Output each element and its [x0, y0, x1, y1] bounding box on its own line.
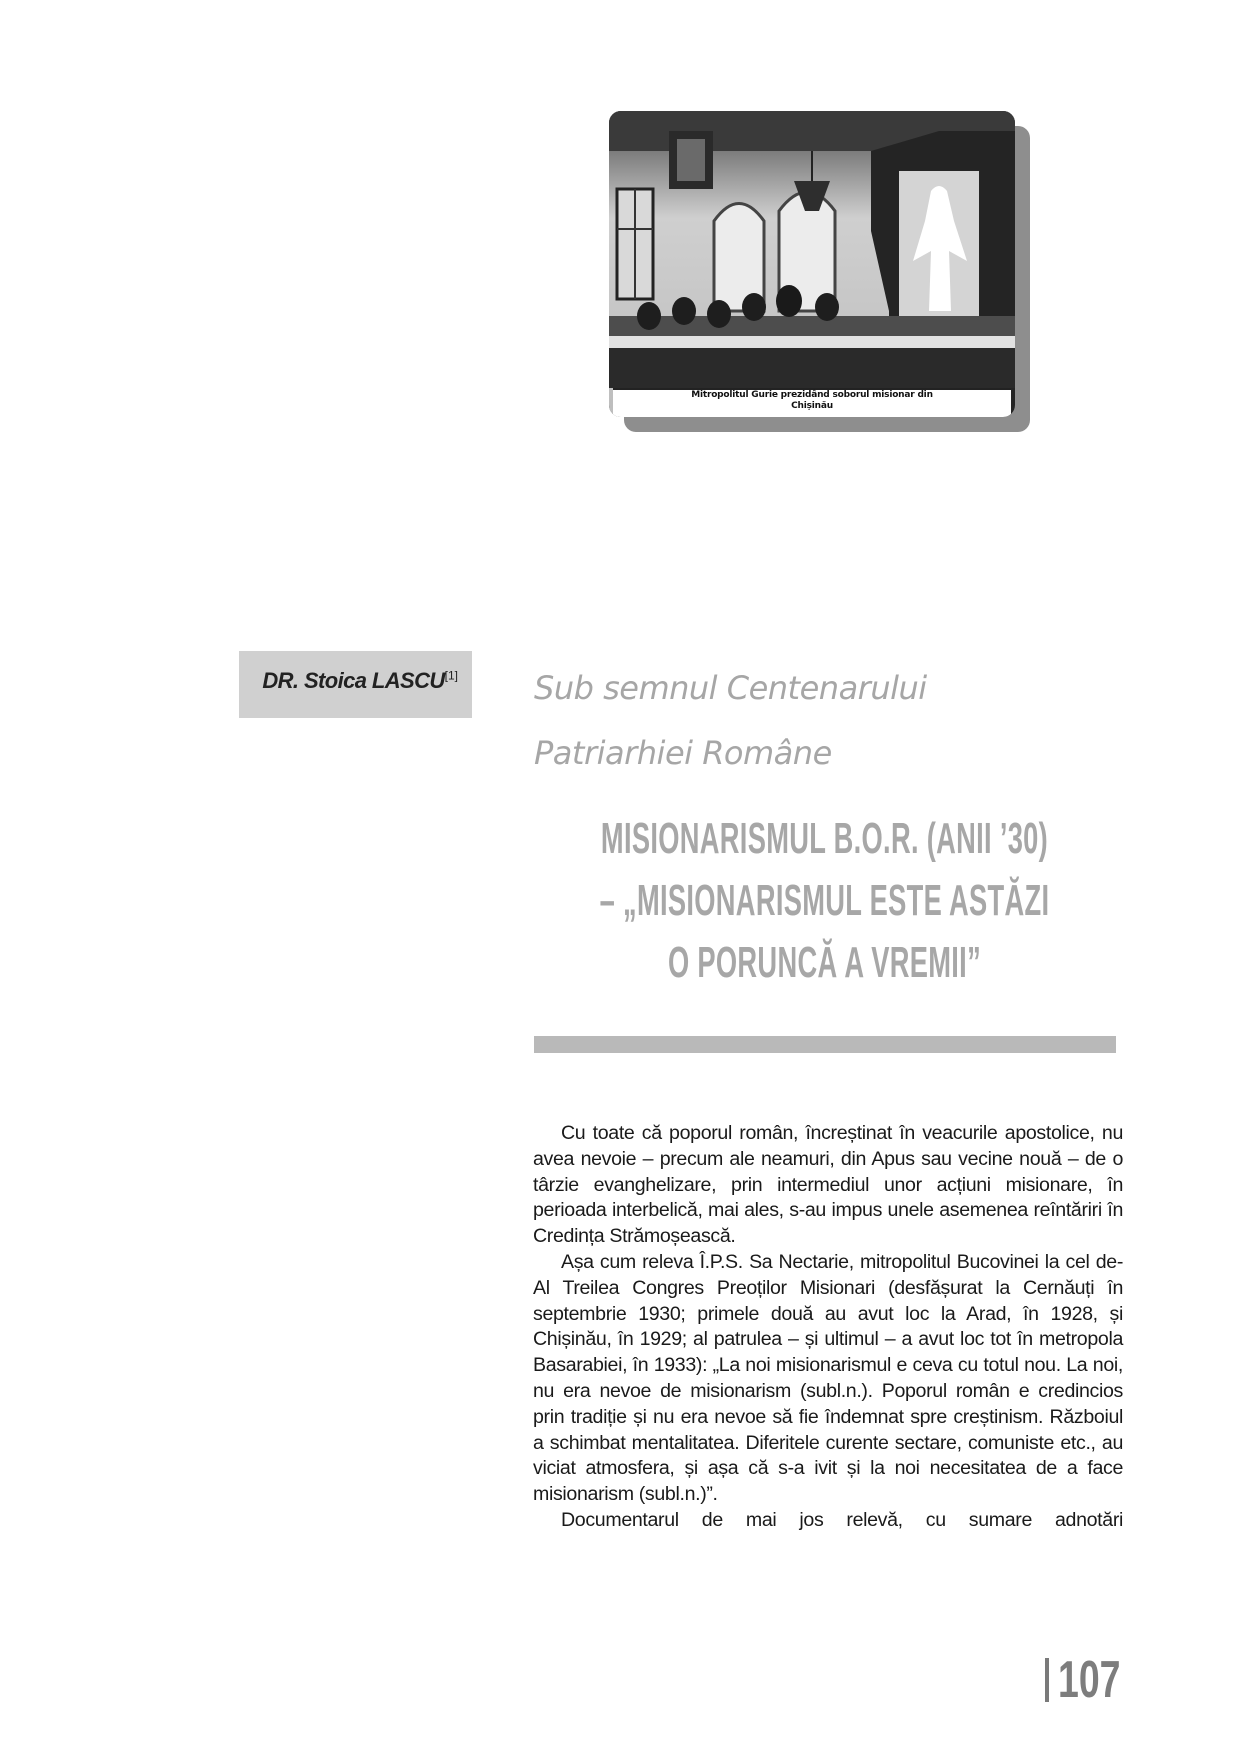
article-title: [530, 808, 1119, 994]
author-name-text: DR. Stoica LASCU: [262, 668, 445, 693]
photo-caption-line-1: Mitropolitul Gurie prezidând soborul misionar din: [691, 390, 933, 400]
photo-scene: [609, 111, 1015, 417]
historical-photo: [609, 111, 1015, 417]
title-line-1: MISIONARISMUL B.O.R. (ANII ’30): [600, 814, 1049, 863]
paragraph-3: Documentarul de mai jos relevă, cu sumare adnotări: [561, 1508, 1123, 1531]
photo-caption-line-2: Chișinău: [791, 401, 833, 411]
author-box: [239, 651, 472, 718]
subtitle-line-2: Patriarhiei Române: [534, 734, 832, 772]
page-number: 107: [1058, 1651, 1121, 1709]
paragraph-1: Cu toate că poporul român, încreștinat în veacurile apostolice, nu avea nevoie – precum ale neamuri, din Apus sau vecine nouă – de o târzie evanghelizare, prin intermediul unor acțiuni misionare, în perioada interbelică, mai ales, s-au impus unele asemenea reîntăriri în Credința Strămoșească.: [533, 1122, 1123, 1248]
author-name: [262, 668, 458, 694]
page-number-rule: [1045, 1658, 1049, 1702]
footnote-ref[interactable]: [1]: [444, 668, 458, 683]
title-line-2: – „MISIONARISMUL ESTE ASTĂZI: [599, 876, 1050, 925]
photo-caption: [613, 388, 1011, 417]
article-body: [533, 1121, 1123, 1534]
subtitle-line-1: Sub semnul Centenarului: [534, 669, 927, 707]
paragraph-2: Așa cum releva Î.P.S. Sa Nectarie, mitropolitul Bucovinei la cel de-Al Treilea Congres Preoților Misionari (desfășurat la Cernăuți în septembrie 1930; primele două au avut loc la Arad, în 1928, și Chișinău, în 1929; al patrulea – și ultimul – a avut loc tot în metropola Basarabiei, în 1933): „La noi misionarismul e ceva cu totul nou. La noi, nu era nevoe de misionarism (subl.n.). Poporul român e credincios prin tradiție și nu era nevoe să fie îndemnat spre creștinism. Războiul a schimbat mentalitatea. Diferitele curente sectare, comuniste etc., au viciat atmosfera, și așa că s-a ivit și la noi necesitatea de a face misionarism (subl.n.)”.: [533, 1250, 1123, 1506]
title-divider: [534, 1036, 1116, 1053]
title-line-3: O PORUNCĂ A VREMII”: [667, 938, 982, 987]
